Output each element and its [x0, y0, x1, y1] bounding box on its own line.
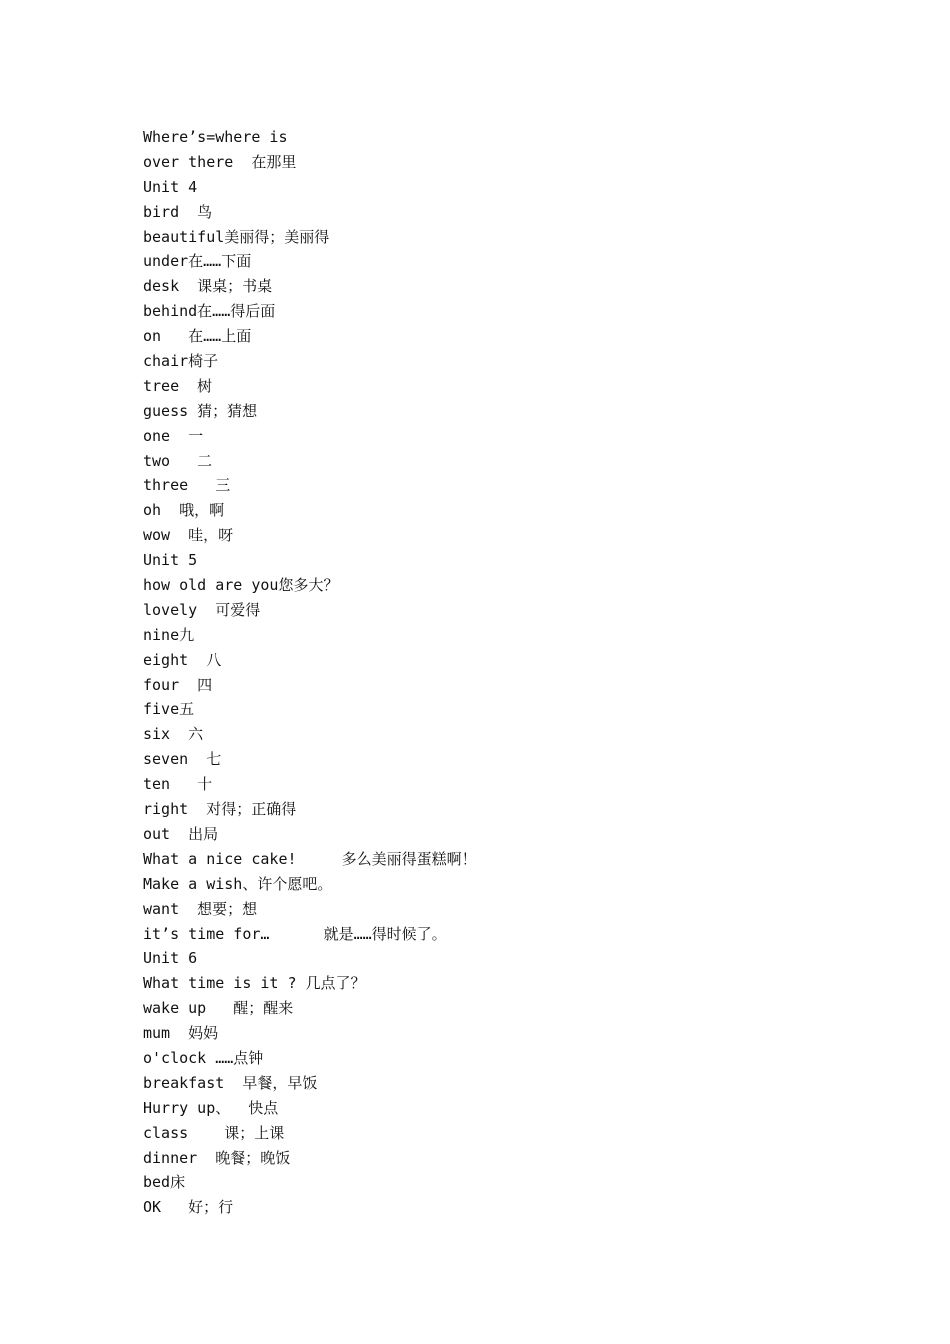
vocab-line: Unit 6 — [143, 949, 198, 968]
vocab-line: chair椅子 — [143, 352, 219, 371]
vocab-line: dinner 晚餐；晚饭 — [143, 1148, 291, 1167]
vocab-line: Unit 4 — [143, 177, 198, 196]
vocab-line: bird 鸟 — [143, 202, 213, 221]
vocab-line: desk 课桌；书桌 — [143, 277, 273, 296]
vocab-line: four 四 — [143, 675, 213, 694]
vocab-line: nine九 — [143, 625, 195, 644]
vocab-line: it’s time for… 就是……得时候了。 — [143, 924, 447, 943]
vocab-line: What time is it ? 几点了？ — [143, 974, 366, 993]
vocab-line: under在……下面 — [143, 252, 252, 271]
vocab-line: mum 妈妈 — [143, 1024, 219, 1043]
vocabulary-list — [143, 125, 477, 1220]
vocab-line: over there 在那里 — [143, 152, 297, 171]
vocab-line: guess 猜；猜想 — [143, 401, 258, 420]
vocab-line: five五 — [143, 700, 195, 719]
vocab-line: three 三 — [143, 476, 231, 495]
vocab-line: class 课；上课 — [143, 1123, 285, 1142]
vocab-line: eight 八 — [143, 650, 222, 669]
vocab-line: wow 哇，呀 — [143, 526, 234, 545]
vocab-line: on 在……上面 — [143, 327, 252, 346]
vocab-line: six 六 — [143, 725, 204, 744]
vocab-line: right 对得；正确得 — [143, 800, 297, 819]
vocab-line: how old are you您多大？ — [143, 576, 339, 595]
vocab-line: oh 哦，啊 — [143, 501, 225, 520]
vocab-line: out 出局 — [143, 824, 219, 843]
vocab-line: Hurry up、 快点 — [143, 1098, 279, 1117]
vocab-line: ten 十 — [143, 775, 213, 794]
vocab-line: seven 七 — [143, 750, 222, 769]
vocab-line: wake up 醒；醒来 — [143, 999, 294, 1018]
vocab-line: Where’s=where is — [143, 128, 288, 146]
vocab-line: What a nice cake! 多么美丽得蛋糕啊！ — [143, 849, 477, 868]
vocab-line: bed床 — [143, 1173, 186, 1192]
vocab-line: behind在……得后面 — [143, 302, 276, 321]
vocab-line: Make a wish、许个愿吧。 — [143, 874, 333, 893]
vocab-line: o'clock ……点钟 — [143, 1048, 264, 1067]
vocab-line: beautiful美丽得；美丽得 — [143, 227, 330, 246]
vocab-line: Unit 5 — [143, 551, 198, 570]
vocab-line: one 一 — [143, 426, 204, 445]
vocab-line: tree 树 — [143, 376, 213, 395]
vocab-line: lovely 可爱得 — [143, 600, 261, 619]
vocab-line: want 想要；想 — [143, 899, 258, 918]
vocab-line: OK 好；行 — [143, 1198, 234, 1217]
vocab-line: two 二 — [143, 451, 213, 470]
vocab-line: breakfast 早餐，早饭 — [143, 1073, 318, 1092]
